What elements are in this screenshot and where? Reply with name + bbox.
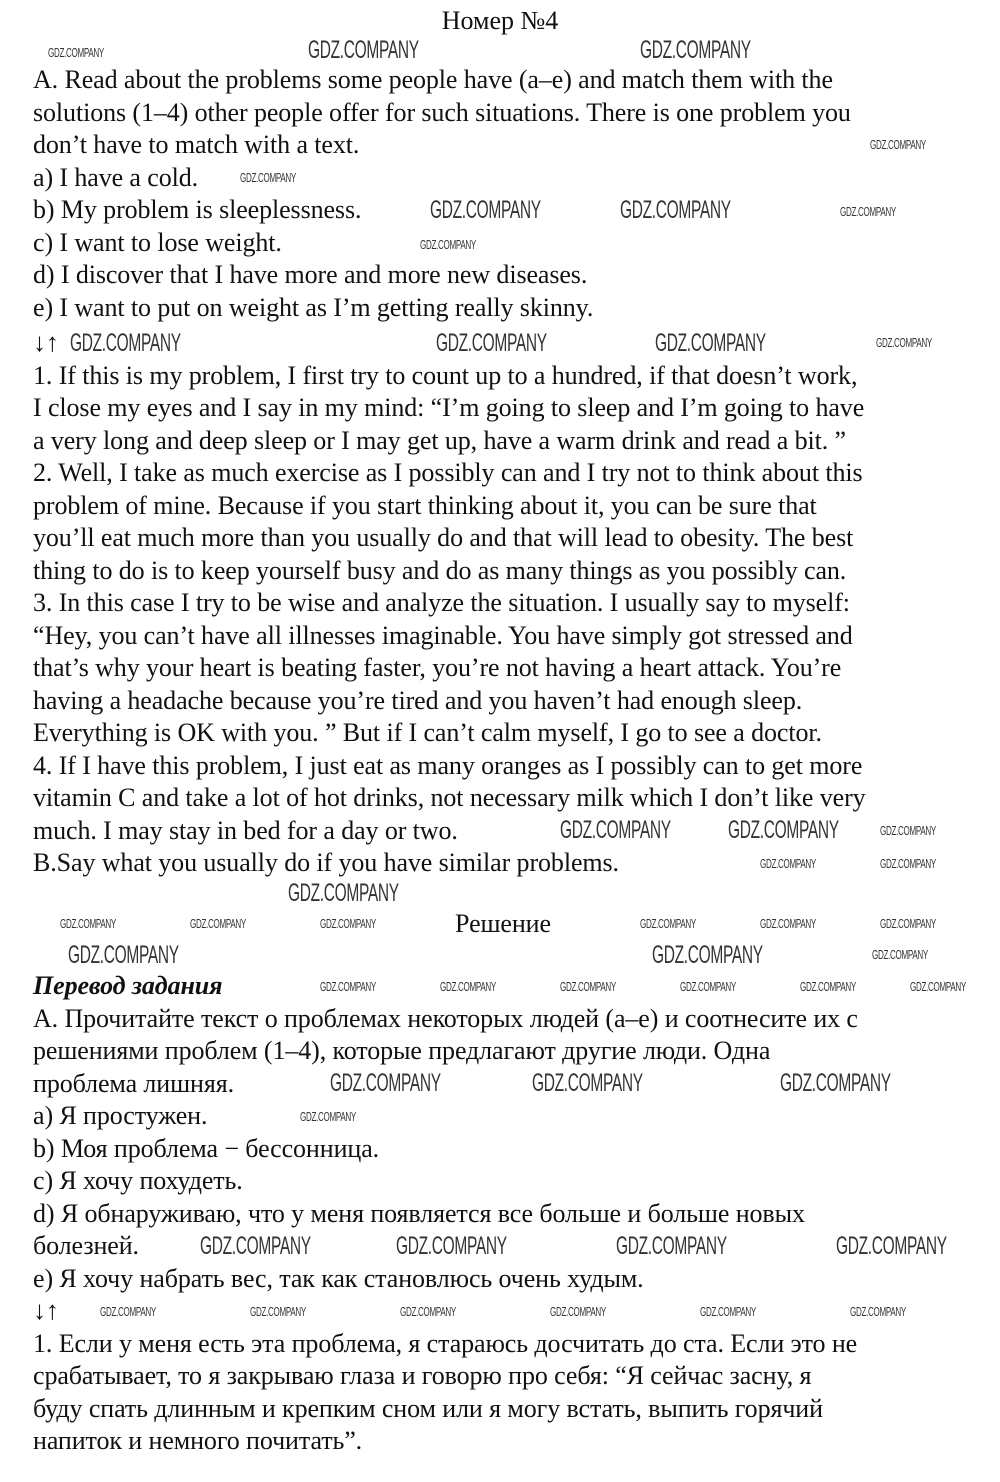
- watermark: GDZ.COMPANY: [680, 979, 737, 994]
- task-text: [33, 64, 993, 324]
- task-line: A. Read about the problems some people have (a–e) and match them with the: [33, 65, 833, 94]
- watermark: GDZ.COMPANY: [48, 45, 105, 60]
- solution-line: much. I may stay in bed for a day or two.: [33, 815, 458, 845]
- translation-solution-line: напиток и немного почитать”.: [33, 1426, 363, 1455]
- watermark: GDZ.COMPANY: [760, 916, 817, 931]
- watermark: GDZ.COMPANY: [728, 816, 839, 844]
- solution-line: problem of mine. Because if you start thinking about it, you can be sure that: [33, 490, 817, 520]
- solutions-text: [33, 360, 993, 880]
- watermark: GDZ.COMPANY: [532, 1069, 643, 1097]
- translation-line: решениями проблем (1–4), которые предлагают другие люди. Одна: [33, 1036, 771, 1065]
- translation-solution-line: срабатывает, то я закрываю глаза и говорю про себя: “Я сейчас засну, я: [33, 1361, 812, 1390]
- watermark: GDZ.COMPANY: [652, 941, 763, 969]
- problem-e: e) I want to put on weight as I’m getting really skinny.: [33, 292, 594, 322]
- watermark: GDZ.COMPANY: [70, 329, 181, 357]
- watermark: GDZ.COMPANY: [876, 335, 933, 350]
- translation-line: а) Я простужен.: [33, 1101, 208, 1130]
- solution-line: that’s why your heart is beating faster, you’re not having a heart attack. You’re: [33, 653, 842, 682]
- watermark: GDZ.COMPANY: [250, 1304, 307, 1319]
- solution-line: vitamin C and take a lot of hot drinks, not necessary milk which I don’t like very: [33, 783, 866, 812]
- watermark: GDZ.COMPANY: [300, 1109, 357, 1124]
- watermark: GDZ.COMPANY: [616, 1232, 727, 1260]
- watermark: GDZ.COMPANY: [780, 1069, 891, 1097]
- watermark: GDZ.COMPANY: [330, 1069, 441, 1097]
- problem-a: a) I have a cold.: [33, 162, 199, 192]
- watermark: GDZ.COMPANY: [620, 196, 731, 224]
- translation-line: d) Я обнаруживаю, что у меня появляется все больше и больше новых: [33, 1198, 805, 1228]
- watermark: GDZ.COMPANY: [872, 947, 929, 962]
- problem-c: c) I want to lose weight.: [33, 227, 282, 257]
- watermark: GDZ.COMPANY: [396, 1232, 507, 1260]
- solution-line: 3. In this case I try to be wise and analyze the situation. I usually say to myself:: [33, 588, 850, 617]
- watermark: GDZ.COMPANY: [240, 170, 297, 185]
- watermark: GDZ.COMPANY: [700, 1304, 757, 1319]
- watermark: GDZ.COMPANY: [440, 979, 497, 994]
- watermark: GDZ.COMPANY: [910, 979, 967, 994]
- watermark: GDZ.COMPANY: [800, 979, 857, 994]
- translation-solutions-text: [33, 1328, 993, 1458]
- watermark: GDZ.COMPANY: [880, 856, 937, 871]
- solution-line: a very long and deep sleep or I may get up, have a warm drink and read a bit. ”: [33, 425, 846, 455]
- task-line: don’t have to match with a text.: [33, 130, 360, 159]
- watermark: GDZ.COMPANY: [550, 1304, 607, 1319]
- watermark: GDZ.COMPANY: [400, 1304, 457, 1319]
- watermark: GDZ.COMPANY: [840, 204, 897, 219]
- watermark: GDZ.COMPANY: [420, 237, 477, 252]
- solution-line: having a headache because you’re tired and you haven’t had enough sleep.: [33, 685, 803, 715]
- solution-line: thing to do is to keep yourself busy and do as many things as you possibly can.: [33, 555, 847, 585]
- watermark: GDZ.COMPANY: [560, 979, 617, 994]
- solution-line: you’ll eat much more than you usually do and that will lead to obesity. The best: [33, 523, 854, 552]
- watermark: GDZ.COMPANY: [836, 1232, 947, 1260]
- watermark: GDZ.COMPANY: [870, 137, 927, 152]
- problem-b: b) My problem is sleeplessness.: [33, 195, 362, 224]
- translation-line: А. Прочитайте текст о проблемах некоторых людей (a–e) и соотнесите их с: [33, 1003, 858, 1033]
- translation-heading: Перевод задания: [33, 971, 223, 1000]
- watermark: GDZ.COMPANY: [288, 879, 399, 907]
- solution-line: Everything is OK with you. ” But if I can’t calm myself, I go to see a doctor.: [33, 718, 822, 747]
- watermark: GDZ.COMPANY: [60, 916, 117, 931]
- arrows-icon: ↓↑: [33, 1296, 59, 1325]
- solution-heading: Решение: [455, 908, 551, 938]
- document-body: [33, 0, 993, 1458]
- task-b-line: B.Say what you usually do if you have similar problems.: [33, 848, 619, 877]
- solution-line: 1. If this is my problem, I first try to count up to a hundred, if that doesn’t work,: [33, 360, 858, 390]
- arrows-icon: ↓↑: [33, 328, 59, 357]
- translation-line: c) Я хочу похудеть.: [33, 1166, 243, 1195]
- watermark: GDZ.COMPANY: [760, 856, 817, 871]
- translation-line: e) Я хочу набрать вес, так как становлюсь очень худым.: [33, 1263, 644, 1293]
- watermark: GDZ.COMPANY: [68, 941, 179, 969]
- watermark: GDZ.COMPANY: [880, 916, 937, 931]
- page-title: Номер №4: [441, 6, 559, 35]
- watermark: GDZ.COMPANY: [430, 196, 541, 224]
- watermark: GDZ.COMPANY: [190, 916, 247, 931]
- translation-line: проблема лишняя.: [33, 1068, 234, 1098]
- watermark: GDZ.COMPANY: [320, 916, 377, 931]
- watermark: GDZ.COMPANY: [100, 1304, 157, 1319]
- watermark: GDZ.COMPANY: [320, 979, 377, 994]
- watermark: GDZ.COMPANY: [436, 329, 547, 357]
- watermark: GDZ.COMPANY: [640, 916, 697, 931]
- watermark: GDZ.COMPANY: [308, 36, 419, 64]
- watermark: GDZ.COMPANY: [560, 816, 671, 844]
- watermark: GDZ.COMPANY: [640, 36, 751, 64]
- translation-text: [33, 1003, 993, 1296]
- solution-line: I close my eyes and I say in my mind: “I’m going to sleep and I’m going to have: [33, 393, 865, 422]
- translation-line: болезней.: [33, 1231, 139, 1260]
- problem-d: d) I discover that I have more and more new diseases.: [33, 260, 588, 289]
- watermark: GDZ.COMPANY: [880, 823, 937, 838]
- translation-solution-line: 1. Если у меня есть эта проблема, я стараюсь досчитать до ста. Если это не: [33, 1328, 858, 1358]
- translation-line: b) Моя проблема − бессонница.: [33, 1133, 380, 1163]
- translation-solution-line: буду спать длинным и крепким сном или я могу встать, выпить горячий: [33, 1393, 823, 1423]
- solution-line: 2. Well, I take as much exercise as I possibly can and I try not to think about this: [33, 458, 863, 487]
- task-line: solutions (1–4) other people offer for such situations. There is one problem you: [33, 97, 851, 127]
- watermark: GDZ.COMPANY: [850, 1304, 907, 1319]
- solution-line: “Hey, you can’t have all illnesses imaginable. You have simply got stressed and: [33, 620, 853, 650]
- solution-line: 4. If I have this problem, I just eat as many oranges as I possibly can to get more: [33, 750, 863, 780]
- watermark: GDZ.COMPANY: [655, 329, 766, 357]
- watermark: GDZ.COMPANY: [200, 1232, 311, 1260]
